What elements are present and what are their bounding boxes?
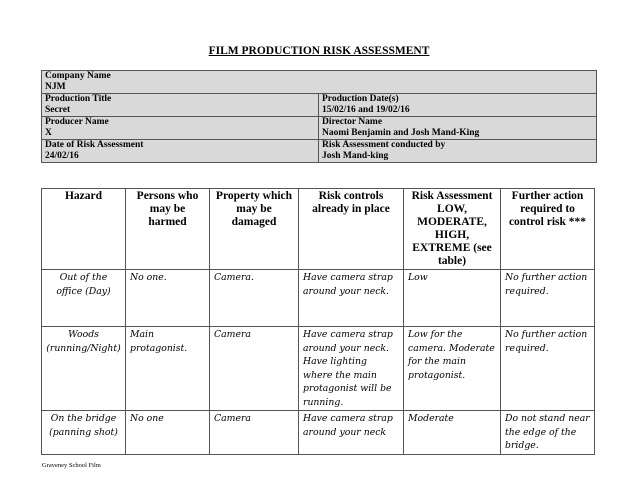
production-title-cell [42,94,319,117]
risk-header-row [42,189,595,270]
controls-cell: Have camera strap around your neck. [299,270,404,327]
hazard-cell: Woods (running/Night) [42,327,126,411]
production-title-value: Secret [45,105,71,115]
controls-cell: Have camera strap around your neck [299,411,404,455]
header-persons: Persons who may be harmed [126,189,210,270]
table-row [42,411,595,455]
production-dates-value: 15/02/16 and 19/02/16 [322,105,410,115]
hazard-cell: Out of the office (Day) [42,270,126,327]
production-info-table [41,70,597,163]
producer-cell [42,117,319,140]
property-cell: Camera [210,327,299,411]
production-row [42,94,597,117]
persons-cell: No one. [126,270,210,327]
producer-label: Producer Name [45,117,109,127]
hazard-cell: On the bridge (panning shot) [42,411,126,455]
assessment-row [42,140,597,163]
header-property: Property which may be damaged [210,189,299,270]
property-cell: Camera. [210,270,299,327]
persons-cell: Main protagonist. [126,327,210,411]
page-title: FILM PRODUCTION RISK ASSESSMENT [208,45,430,57]
production-dates-cell [319,94,597,117]
producer-value: X [45,128,52,138]
director-value: Naomi Benjamin and Josh Mand-King [322,128,480,138]
header-assessment: Risk Assessment LOW, MODERATE, HIGH, EXTREME (see table) [404,189,501,270]
header-hazard: Hazard [42,189,126,270]
company-label: Company Name [45,71,111,81]
director-cell [319,117,597,140]
conducted-by-label: Risk Assessment conducted by [322,140,446,150]
table-row [42,270,595,327]
conducted-by-cell [319,140,597,163]
production-dates-label: Production Date(s) [322,94,399,104]
controls-cell: Have camera strap around your neck. Have lighting where the main protagonist will be running. [299,327,404,411]
property-cell: Camera [210,411,299,455]
persons-cell: No one [126,411,210,455]
company-row [42,71,597,94]
assessment-cell: Low for the camera. Moderate for the main protagonist. [404,327,501,411]
further-action-cell: No further action required. [501,270,595,327]
assessment-date-cell [42,140,319,163]
header-further-action: Further action required to control risk *** [501,189,595,270]
company-cell [42,71,597,94]
assessment-cell: Low [404,270,501,327]
company-value: NJM [45,82,66,92]
page-footer: Graveney School Film [42,462,101,469]
conducted-by-value: Josh Mand-king [322,151,389,161]
header-controls: Risk controls already in place [299,189,404,270]
further-action-cell: No further action required. [501,327,595,411]
director-label: Director Name [322,117,383,127]
production-title-label: Production Title [45,94,112,104]
people-row [42,117,597,140]
assessment-cell: Moderate [404,411,501,455]
further-action-cell: Do not stand near the edge of the bridge. [501,411,595,455]
risk-assessment-table [41,188,595,455]
assessment-date-value: 24/02/16 [45,151,79,161]
table-row [42,327,595,411]
assessment-date-label: Date of Risk Assessment [45,140,144,150]
